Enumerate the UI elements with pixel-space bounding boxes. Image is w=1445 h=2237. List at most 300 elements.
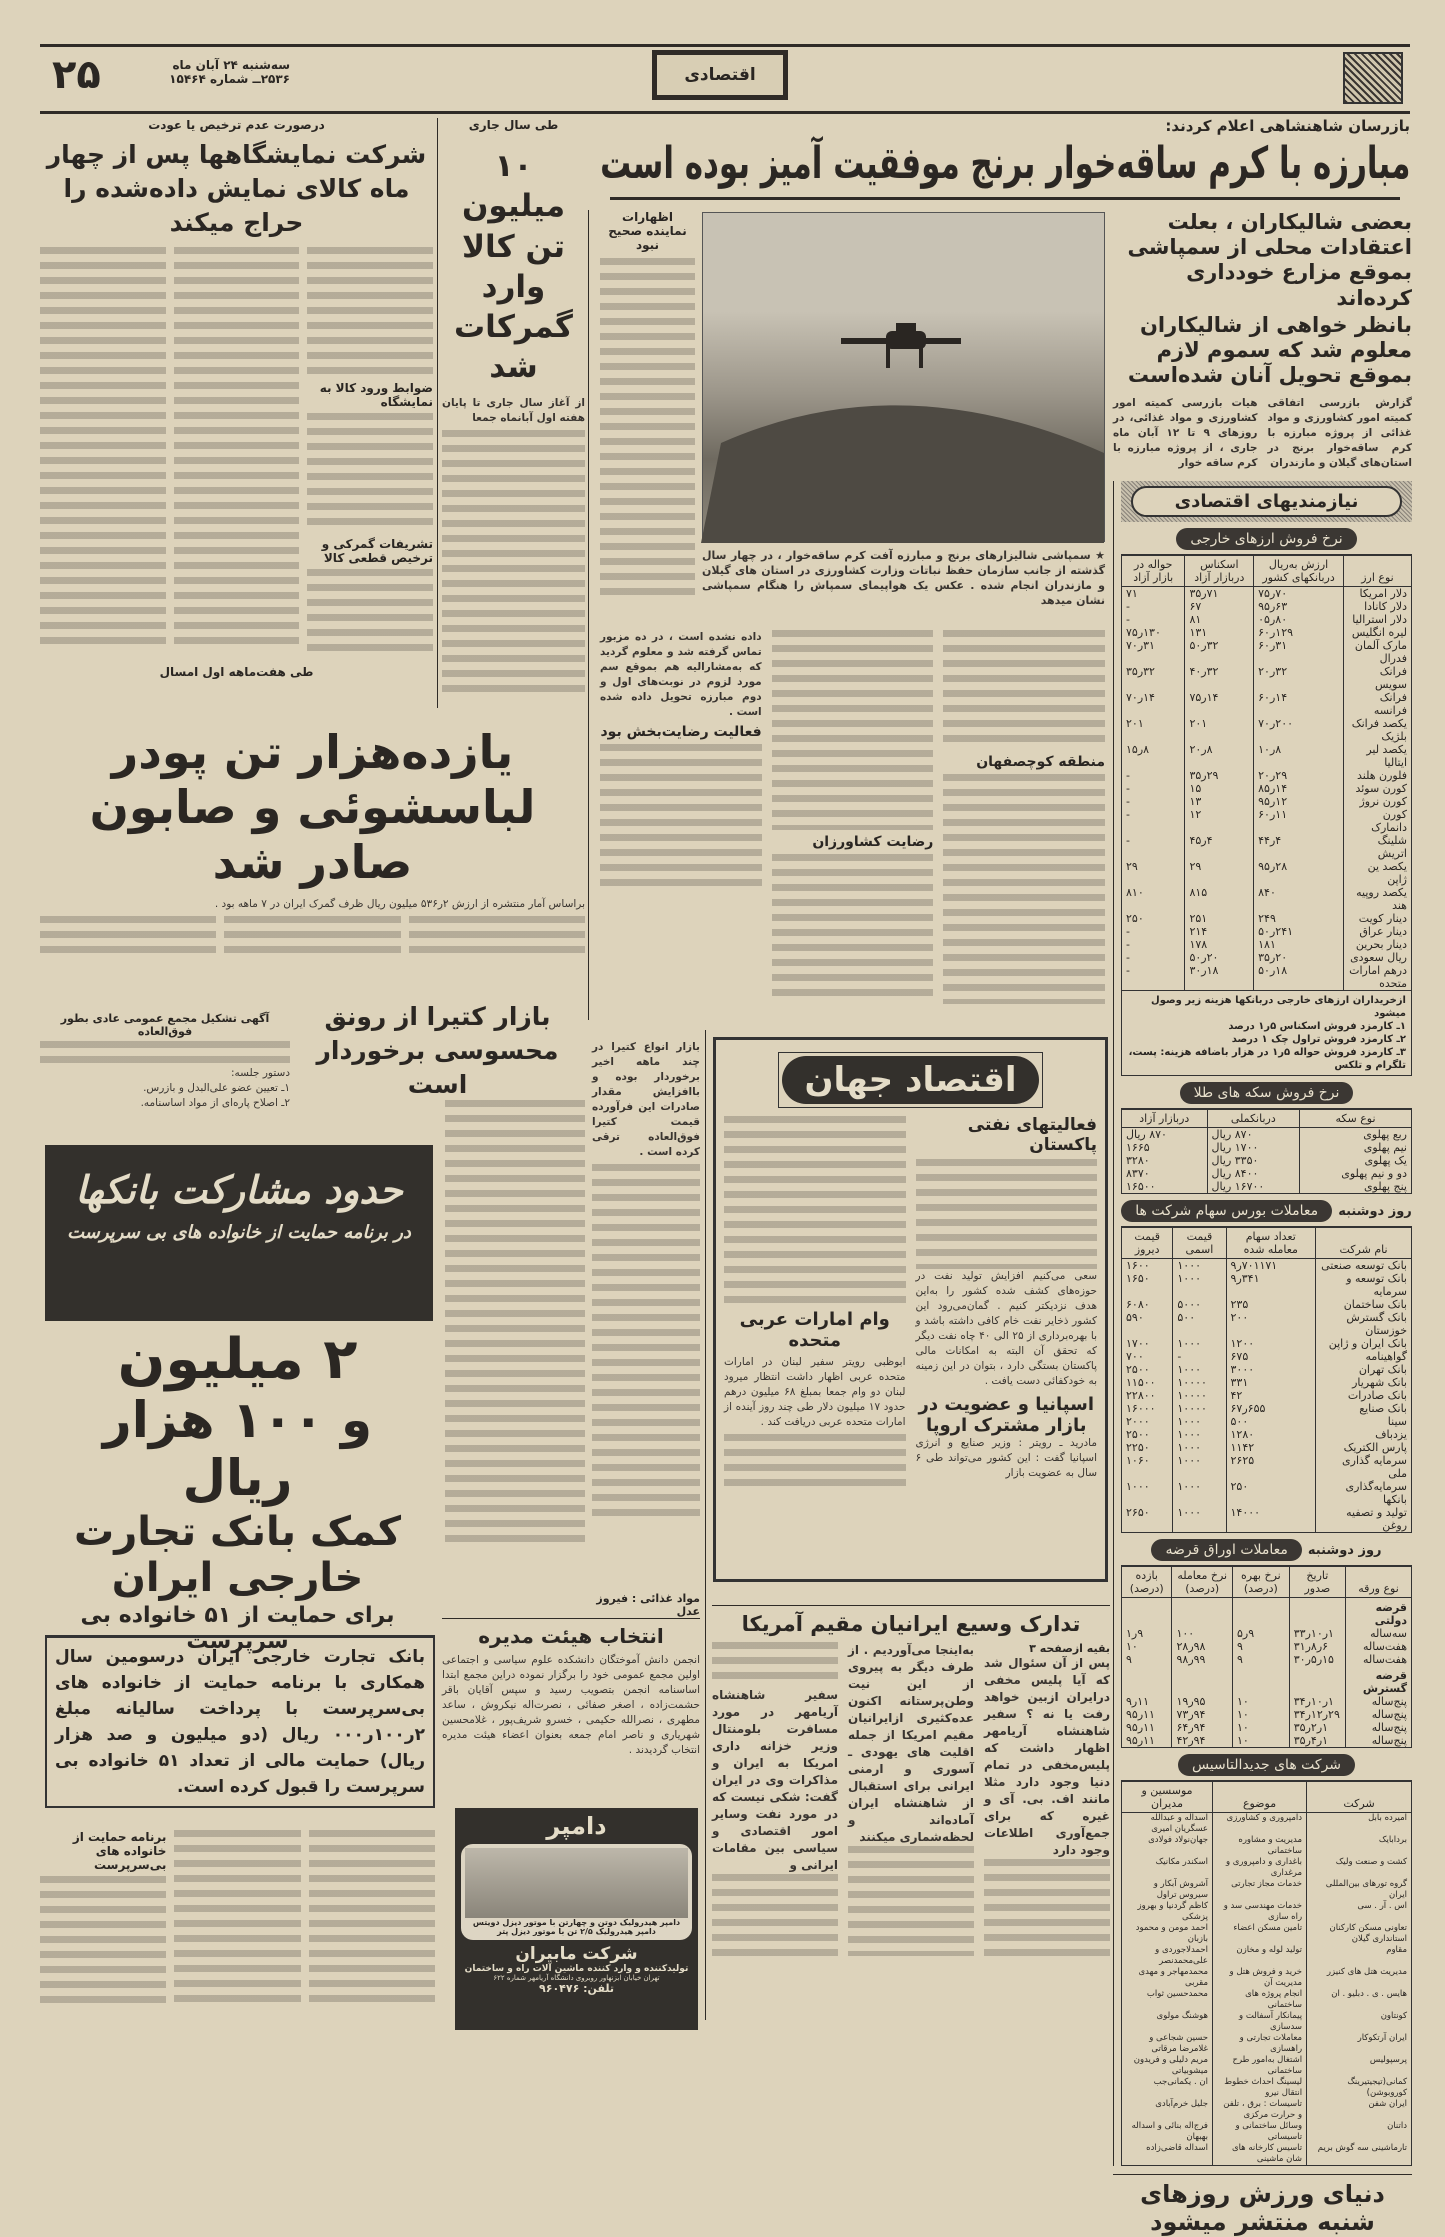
table-cell: جهان‌نولاد فولادی [1122, 1835, 1213, 1857]
table-row [1122, 1640, 1412, 1653]
exhibition-subhead: ضوابط ورود کالا به نمایشگاه [319, 381, 433, 410]
table-cell: ۱ر۱۰ر۳۴ [1289, 1695, 1345, 1708]
main-kicker: بازرسان شاهنشاهی اعلام کردند: [1165, 117, 1410, 135]
table-row [1122, 1272, 1412, 1298]
detergent-headline: یازده‌هزار تن پودر لباسشوئی و صابون صادر شد [89, 725, 536, 890]
table-cell: اسداله و عبدالله عسگریان امیری [1122, 1813, 1213, 1836]
notice-item: ۱ـ تعیین عضو علی‌البدل و بازرس. [143, 1082, 290, 1094]
main-subhead-2: بانظر خواهی از شالیکاران معلوم شد که سموم لازم بموقع تحویل آنان شده‌است [1127, 312, 1412, 388]
table-cell: پیمانکار آسفالت و سدسازی [1213, 2011, 1307, 2033]
page-number: ۲۵ [52, 52, 101, 98]
table-cell: ۸۱۰ [1122, 886, 1185, 912]
main-signature: مواد غذائی : فیروز عدل [596, 1592, 700, 1618]
table-cell: ۱۰۰۰ [1173, 1337, 1226, 1350]
table-cell: ۱۶۶۵ [1122, 1141, 1208, 1154]
dumper-ad [455, 1808, 698, 2030]
table-cell: ۲۵۰ [1122, 912, 1185, 925]
table-cell: ۴۲ [1226, 1389, 1316, 1402]
table-cell: ۲۸ر۹۵ [1254, 860, 1344, 886]
table-row [1122, 886, 1412, 912]
table-cell: درهم امارات متحده [1343, 964, 1411, 991]
table-cell: ۹۴ر۴۲ [1172, 1734, 1232, 1748]
table-row [1122, 938, 1412, 951]
table-cell: ۸۴۰ [1254, 886, 1344, 912]
katira-lead: بازار انواع کتیرا در چند ماهه اخیر برخوردار بوده و باافزایش مقدار صادرات این فرآورده قیمت کتیرا فوق‌العاده ترقی کرده است . [592, 1041, 700, 1158]
column-header: قیمت اسمی [1173, 1227, 1226, 1259]
table-cell: باغداری و دامپروری و مرغداری [1213, 1857, 1307, 1879]
table-cell: ۲۶۲۵ [1226, 1454, 1316, 1480]
bank-ad-amount: ۲ میلیون [117, 1327, 358, 1392]
table-cell: ۱۰۰۰ [1173, 1428, 1226, 1441]
table-cell: ۶۰۸۰ [1122, 1298, 1173, 1311]
logo [1343, 52, 1403, 104]
katira-headline: بازار کتیرا از رونق محسوسی برخوردار است [316, 1002, 559, 1099]
detergent-kicker: طی هفت‌ماهه اول امسال [159, 665, 314, 680]
table-row [1122, 1967, 1412, 1989]
table-cell: ریال سعودی [1343, 951, 1411, 964]
main-subhead: بعضی شالیکاران ، بعلت اعتقادات محلی از سمپاشی بموقع مزارع خودداری کرده‌اند [1127, 210, 1412, 310]
table-cell: هفت‌ساله [1345, 1653, 1411, 1666]
table-row [1122, 1945, 1412, 1967]
table-cell: جلیل خرم‌آبادی [1122, 2099, 1213, 2121]
table-cell: ۹۹ر۹۸ [1172, 1653, 1232, 1666]
table-cell: ۵۰۰۰ [1173, 1298, 1226, 1311]
table-cell: ۱ر۲ر۳۵ [1289, 1721, 1345, 1734]
table-row [1122, 2011, 1412, 2033]
table-cell: ۲۰۰ر۷۰ [1254, 717, 1344, 743]
table-cell: ۳۲ر۴۰ [1185, 665, 1254, 691]
table-cell: ایران شفن [1307, 2099, 1412, 2121]
dumper-address: تهران خیابان ابزنهاور روبروی دانشگاه آریامهر شماره ۶۲۲ [493, 1974, 660, 1982]
table-cell: ۵۰۰ [1173, 1311, 1226, 1337]
gold-title: نرخ فروش سکه های طلا [1180, 1082, 1354, 1104]
table-cell: ۹۴ر۷۳ [1172, 1708, 1232, 1721]
table-cell: ۱۳۱ [1185, 626, 1254, 639]
table-cell: ۲۴۹ [1254, 912, 1344, 925]
world-economy-banner: اقتصاد جهان [782, 1056, 1039, 1104]
table-cell: - [1122, 808, 1185, 834]
table-cell: آشروش آبکار و سیروس تراول [1122, 1879, 1213, 1901]
table-cell: ۱۴ر۷۵ [1185, 691, 1254, 717]
table-cell: ۱ر۴ر۳۵ [1289, 1734, 1345, 1748]
issue-line: ۲۵۳۶ــ شماره ۱۵۴۶۴ [169, 72, 290, 86]
table-cell: دو و نیم پهلوی [1300, 1167, 1412, 1180]
table-cell: محمدمهاجر و مهدی مقربی [1122, 1967, 1213, 1989]
table-cell: پنج‌ساله [1345, 1708, 1411, 1721]
table-row [1122, 1506, 1412, 1533]
column-header: حواله در بازار آزاد [1122, 555, 1185, 587]
table-cell: فرانک سویس [1343, 665, 1411, 691]
table-cell: دینار بحرین [1343, 938, 1411, 951]
table-cell: پنج‌ساله [1345, 1734, 1411, 1748]
table-cell: ۱۱۵۰۰ [1122, 1376, 1173, 1389]
stocks-table [1121, 1226, 1412, 1533]
table-cell: معاملات تجارتی و راهسازی [1213, 2033, 1307, 2055]
table-cell: پارس الکتریک [1316, 1441, 1412, 1454]
table-row [1122, 860, 1412, 886]
table-cell: بانک توسعه صنعتی [1316, 1259, 1412, 1273]
table-cell: ۲۰ر۳۵ [1254, 951, 1344, 964]
subsection-title: رضایت کشاورزان [812, 834, 934, 850]
table-cell: ۸ر۱۰ [1254, 743, 1344, 769]
table-cell: ۱۰۰۰ [1173, 1454, 1226, 1480]
table-cell: ۳۳۱ [1226, 1376, 1316, 1389]
table-cell: ۹۴ر۶۴ [1172, 1721, 1232, 1734]
table-cell: پنج پهلوی [1300, 1180, 1412, 1194]
table-cell: یک پهلوی [1300, 1154, 1412, 1167]
table-row [1122, 1454, 1412, 1480]
table-cell: ۸ر۱۵ [1122, 743, 1185, 769]
table-cell: - [1122, 600, 1185, 613]
table-cell: خرید و فروش هتل و مدیریت آن [1213, 1967, 1307, 1989]
table-cell: احمد مومن و محمود بازبان [1122, 1923, 1213, 1945]
table-cell: ۳۱ر۶۰ [1254, 639, 1344, 665]
table-row [1122, 1989, 1412, 2011]
spain-body: مادرید ـ رویتر : وزیر صنایع و انرژی اسپانیا گفت : این کشور می‌تواند طی ۶ سال به عضویت بازار [915, 1437, 1097, 1480]
table-cell: ۱۲۸۰ [1226, 1428, 1316, 1441]
table-cell: ۲۹ر۲۰ [1254, 769, 1344, 782]
import-headline: ۱۰ میلیون تن کالا وارد گمرکات شد [454, 148, 573, 386]
table-cell: ۸ر۲۰ [1185, 743, 1254, 769]
table-cell: پرسپولیس [1307, 2055, 1412, 2077]
table-cell: ۲۰ر۵۰ [1185, 951, 1254, 964]
world-economy-box [713, 1037, 1108, 1582]
table-cell: محمدحسین ثواب [1122, 1989, 1213, 2011]
table-cell: ۹ [1122, 1653, 1172, 1666]
table-cell: ۶۷ [1185, 600, 1254, 613]
pakistan-headline: فعالیتهای نفتی پاکستان [967, 1115, 1097, 1155]
table-cell: خدمات مجاز تجارتی [1213, 1879, 1307, 1901]
side-kicker: اظهارات نماینده صحیح نبود [608, 210, 687, 252]
table-row [1122, 2143, 1412, 2166]
dumper-phone: تلفن: ۹۶۰۴۷۶ [539, 1982, 614, 1995]
table-cell: ۲۵۰۰ [1122, 1363, 1173, 1376]
table-cell: بانک تهران [1316, 1363, 1412, 1376]
table-cell: ۱۰۰۰۰ [1173, 1376, 1226, 1389]
table-cell: کورن دانمارک [1343, 808, 1411, 834]
table-cell: ۱۰ [1232, 1708, 1289, 1721]
table-row [1122, 600, 1412, 613]
table-cell: ۲۴۱ر۵۰ [1254, 925, 1344, 938]
table-cell: فرج‌اله بنائی و اسداله بهبهان [1122, 2121, 1213, 2143]
table-cell: یکصد ین ژاپن [1343, 860, 1411, 886]
table-cell: - [1122, 938, 1185, 951]
table-row [1122, 1402, 1412, 1415]
table-cell: - [1173, 1350, 1226, 1363]
table-cell: حسین شجاعی و غلامرضا مرقاتی [1122, 2033, 1213, 2055]
table-cell: اسداله قاضی‌زاده [1122, 2143, 1213, 2166]
table-cell: نیم پهلوی [1300, 1141, 1412, 1154]
table-cell: کمانی(تیجیتیرینگ کوروبوشن) [1307, 2077, 1412, 2099]
crop-duster-photo [702, 212, 1105, 542]
table-cell: ۳۱ر۷۰ [1122, 639, 1185, 665]
bank-ad-box [45, 1145, 433, 1321]
column-header: دربانکملی [1207, 1109, 1299, 1128]
stocks-day: روز دوشنبه [1338, 1203, 1412, 1219]
table-row [1122, 639, 1412, 665]
column-header: موسسین و مدیران [1122, 1781, 1213, 1813]
table-cell: ۱۱ر۹۵ [1122, 1708, 1172, 1721]
table-row [1122, 925, 1412, 938]
table-cell: ۱۰ [1232, 1695, 1289, 1708]
table-cell: یکصد لیر ایتالیا [1343, 743, 1411, 769]
table-cell: ۲۹ر۱۲ر۳۴ [1289, 1708, 1345, 1721]
table-row [1122, 1415, 1412, 1428]
column-header: شرکت [1307, 1781, 1412, 1813]
table-cell: ۱۸ر۳۰ [1185, 964, 1254, 991]
table-cell: ۱۰۰۰۰ [1173, 1389, 1226, 1402]
table-cell: لیره انگلیس [1343, 626, 1411, 639]
table-row [1122, 2121, 1412, 2143]
table-cell: ۱۷۸ [1185, 938, 1254, 951]
table-cell: ۹ر۱ [1122, 1627, 1172, 1640]
bonds-day: روز دوشنبه [1307, 1542, 1382, 1558]
table-row [1122, 1708, 1412, 1721]
table-row [1122, 2055, 1412, 2077]
table-cell: ۱۰۰۰ [1173, 1415, 1226, 1428]
table-row [1122, 2077, 1412, 2099]
table-cell: ۸۱۵ [1185, 886, 1254, 912]
table-cell: ۱۰۶۰ [1122, 1454, 1173, 1480]
table-cell: ۲۱۴ [1185, 925, 1254, 938]
table-cell: ۲۶۵۰ [1122, 1506, 1173, 1533]
table-cell: ۱ر۱۰ر۳۳ [1289, 1627, 1345, 1640]
table-cell: تعاونی مسکن کارکنان استانداری گیلان [1307, 1923, 1412, 1945]
table-row [1122, 1857, 1412, 1879]
table-row [1122, 1376, 1412, 1389]
uae-body: ابوظبی رویتر سفیر لبنان در امارات متحده عربی اظهار داشت انتظار میرود لبنان دو وام جمعا بمبلغ ۶۸ میلیون درهم حدود ۱۷ میلیون دلار طی چند روز آینده از امارات متحده عربی دریافت کند . [724, 1356, 906, 1429]
table-cell: ۱۲ر۹۵ [1254, 795, 1344, 808]
column-header: دربازار آزاد [1122, 1109, 1208, 1128]
table-cell: مدیریت و مشاوره ساختمانی [1213, 1835, 1307, 1857]
table-row [1122, 665, 1412, 691]
import-kicker: طی سال جاری [468, 118, 559, 132]
table-cell: ۱۴ر۶۰ [1254, 691, 1344, 717]
table-cell: یکصد فرانک بلژیک [1343, 717, 1411, 743]
table-row [1122, 743, 1412, 769]
table-cell: ۹ [1232, 1653, 1289, 1666]
table-row [1122, 1813, 1412, 1836]
table-row [1122, 1167, 1412, 1180]
table-row [1122, 1389, 1412, 1402]
table-row [1122, 1480, 1412, 1506]
subsection-title: منطقه کوچصفهان [976, 754, 1105, 770]
table-cell: ۷۰۱۱۷۱ر۹ [1226, 1259, 1316, 1273]
table-cell: ۲۲۸۰۰ [1122, 1389, 1173, 1402]
table-cell: ۲۹ [1122, 860, 1185, 886]
table-cell: ۱۷۰۰ [1122, 1337, 1173, 1350]
table-cell: دلار استرالیا [1343, 613, 1411, 626]
iranians-body: پس از آن سئوال شد که آیا پلیس مخفی درایران ازبین خواهد رفت یا نه ؟ سفیر شاهنشاه آریامهر اظهار داشت که پلیس‌مخفی در تمام دنیا وجود دارد مثلا مانند اف. بی. آی و غیره که برای جمع‌آوری اطلاعات وجود دارد [984, 1656, 1110, 1858]
table-row [1122, 1350, 1412, 1363]
table-row [1122, 1128, 1412, 1142]
table-cell: مارک آلمان فدرال [1343, 639, 1411, 665]
column-header: موضوع [1213, 1781, 1307, 1813]
currency-title: نرخ فروش ارزهای خارجی [1176, 528, 1356, 550]
table-cell: شلینگ اتریش [1343, 834, 1411, 860]
table-cell: ۸۷۰ ریال [1122, 1128, 1208, 1142]
table-row [1122, 1298, 1412, 1311]
table-cell: خدمات مهندسی سد و راه سازی [1213, 1901, 1307, 1923]
table-cell: دامپروری و کشاورزی [1213, 1813, 1307, 1836]
table-cell: سه‌ساله [1345, 1627, 1411, 1640]
lead-left: هیات بازرسی کمیته امور کشاورزی و مواد غذائی، در روزهای ۹ تا ۱۲ آبان ماه جاری ، از پروژه مبارزه با کرم ساقه خوار [1113, 397, 1258, 470]
bonds-table [1121, 1565, 1412, 1748]
table-cell: ۱۰۰۰ [1173, 1363, 1226, 1376]
table-cell: - [1122, 834, 1185, 860]
table-cell: مدیریت هتل های کنیزر [1307, 1967, 1412, 1989]
table-cell: ۹ر۵ [1232, 1627, 1289, 1640]
table-cell: ۱۰۰ [1172, 1627, 1232, 1640]
table-cell: بانک صنایع [1316, 1402, 1412, 1415]
dumper-tagline: تولیدکننده و وارد کننده ماشین آلات راه و ساختمان [464, 1964, 689, 1974]
table-cell: بانک شهریار [1316, 1376, 1412, 1389]
dumper-line: دامپر هیدرولیک ۲/۵ تن با موتور دیزل پتر [497, 1927, 656, 1936]
table-cell: ۱۶۰۰ [1122, 1259, 1173, 1273]
notice-title: آگهی تشکیل مجمع عمومی عادی بطور فوق‌العاده [60, 1012, 270, 1038]
table-row [1122, 1721, 1412, 1734]
dumper-company: شرکت مابیران [515, 1944, 638, 1964]
new-companies-title: شرکت های جدیدالتاسیس [1178, 1754, 1355, 1776]
table-cell: دلار امریکا [1343, 587, 1411, 601]
subsection-title: فعالیت رضایت‌بخش بود [600, 724, 762, 740]
table-cell: ۷۰ر۷۵ [1254, 587, 1344, 601]
table-cell: ۱۳۰ر۷۵ [1122, 626, 1185, 639]
currency-note: ۳ـ کارمزد فروش حواله ۵ر۱ در هزار باضافه هزینه: پست، تلگرام و تلکس [1128, 1047, 1406, 1072]
table-cell: تولید و تصفیه روغن [1316, 1506, 1412, 1533]
table-cell: دینار عراق [1343, 925, 1411, 938]
table-cell: ۱۰ [1122, 1640, 1172, 1653]
econ-needs-banner [1121, 481, 1412, 522]
table-cell: مریم دلیلی و فریدون میشوبیاتی [1122, 2055, 1213, 2077]
table-row [1122, 1337, 1412, 1350]
table-cell: تاسیس کارخانه های شان ماشینی [1213, 2143, 1307, 2166]
table-cell: ۶۵۵ر۶۷ [1226, 1402, 1316, 1415]
table-cell: ۲۵۱ [1185, 912, 1254, 925]
currency-table [1121, 554, 1412, 991]
table-cell: ۳۲ر۵۰ [1185, 639, 1254, 665]
table-cell: هایس . ی . دبلیو . ان [1307, 1989, 1412, 2011]
table-cell: ۲۹ [1185, 860, 1254, 886]
table-cell: ۲۰۰ [1226, 1311, 1316, 1337]
date-line: سه‌شنبه ۲۴ آبان ماه [172, 58, 290, 72]
table-row [1122, 1180, 1412, 1194]
table-row [1122, 808, 1412, 834]
table-cell: ۱۱۴۲ [1226, 1441, 1316, 1454]
table-cell: ان . یکمانی‌جب [1122, 2077, 1213, 2099]
table-cell: ۱۱ر۹ [1122, 1695, 1172, 1708]
notice-item: ۲ـ اصلاح پاره‌ای از مواد اساسنامه. [140, 1097, 290, 1109]
table-cell: کونتاون [1307, 2011, 1412, 2033]
currency-note: ۲ـ کارمزد فروش تراول چک ۱ درصد [1231, 1034, 1406, 1046]
table-row [1122, 951, 1412, 964]
table-cell: کورن سوئد [1343, 782, 1411, 795]
sports-notice: شنبه منتشر میشود [1150, 2207, 1375, 2236]
main-subhead-block [1113, 210, 1412, 471]
table-cell: بانک ایران و ژاپن [1316, 1337, 1412, 1350]
body-snippet: داده نشده است ، در ده مزبور تماس گرفته شد و معلوم گردید که به‌مشارالیه هم بموقع سم مورد لزوم در نوبت‌های اول و دوم مبارزه تحویل داده شده است . [599, 631, 762, 718]
table-cell: یکصد روپیه هند [1343, 886, 1411, 912]
table-row [1122, 964, 1412, 991]
bank-ad-line: خارجی ایران [111, 1555, 364, 1602]
table-cell: ۲۰۱ [1185, 717, 1254, 743]
table-cell: ۹۵ر۱۹ [1172, 1695, 1232, 1708]
table-cell: ۱۵ [1185, 782, 1254, 795]
table-cell: ۱۰۰۰ [1173, 1272, 1226, 1298]
table-cell: ۳۳۵۰ ریال [1207, 1154, 1299, 1167]
table-cell: امیرده بابل [1307, 1813, 1412, 1836]
column-header: نرخ بهره (درصد) [1232, 1566, 1289, 1598]
table-cell: گواهینامه [1316, 1350, 1412, 1363]
table-cell: کاظم گردنیا و بهروز پزشکی [1122, 1901, 1213, 1923]
table-cell: تولید لوله و مخازن [1213, 1945, 1307, 1967]
table-row [1122, 1695, 1412, 1708]
table-cell: هفت‌ساله [1345, 1640, 1411, 1653]
table-cell: ۲۰۱ [1122, 717, 1185, 743]
column-header: نوع سکه [1300, 1109, 1412, 1128]
table-cell: ۴ر۴۵ [1185, 834, 1254, 860]
table-cell: ۱۲ [1185, 808, 1254, 834]
table-cell: فلورن هلند [1343, 769, 1411, 782]
table-cell: - [1122, 769, 1185, 782]
table-cell: اشتغال به‌امور طرح ساختمانی [1213, 2055, 1307, 2077]
table-cell: دلار کانادا [1343, 600, 1411, 613]
table-cell: پنج‌ساله [1345, 1721, 1411, 1734]
table-cell: ربع پهلوی [1300, 1128, 1412, 1142]
table-row [1122, 912, 1412, 925]
table-cell: گروه تورهای بین‌المللی ایران [1307, 1879, 1412, 1901]
table-cell: فرانک فرانسه [1343, 691, 1411, 717]
table-cell: ۱۱ر۶۰ [1254, 808, 1344, 834]
table-row [1122, 717, 1412, 743]
table-cell: یزدباف [1316, 1428, 1412, 1441]
table-cell: ۱۲۹ر۶۰ [1254, 626, 1344, 639]
notice-agenda: دستور جلسه: [231, 1067, 290, 1079]
table-row [1122, 769, 1412, 782]
table-row [1122, 613, 1412, 626]
table-row [1122, 626, 1412, 639]
bonds-title: معاملات اوراق قرضه [1151, 1539, 1301, 1561]
table-row [1122, 795, 1412, 808]
table-cell: ۱۶۷۰۰ ریال [1207, 1180, 1299, 1194]
table-cell: - [1122, 613, 1185, 626]
table-row [1122, 1653, 1412, 1666]
table-cell: بردابایک [1307, 1835, 1412, 1857]
table-cell: بانک توسعه و سرمایه [1316, 1272, 1412, 1298]
table-cell: ۶۷۵ [1226, 1350, 1316, 1363]
table-cell: ۷۱ [1122, 587, 1185, 601]
table-cell: ۱۱ر۹۵ [1122, 1734, 1172, 1748]
table-cell: ۲۰۰۰ [1122, 1415, 1173, 1428]
table-cell: بانک ساختمان [1316, 1298, 1412, 1311]
table-cell: ۷۰۰ [1122, 1350, 1173, 1363]
currency-note: ازخریداران ارزهای خارجی دربانکها هزینه زیر وصول میشود [1151, 995, 1406, 1020]
table-cell: ۳۲ر۳۵ [1122, 665, 1185, 691]
exhibition-headline: شرکت نمایشگاهها پس از چهار ماه کالای نمایش داده‌شده را حراج میکند [46, 140, 427, 237]
table-cell: ۶۳ر۹۵ [1254, 600, 1344, 613]
table-cell: ۱۰۰۰۰ [1173, 1402, 1226, 1415]
table-cell: ۱۰ [1232, 1734, 1289, 1748]
table-cell: بانک صادرات [1316, 1389, 1412, 1402]
table-cell: پنج‌ساله [1345, 1695, 1411, 1708]
table-cell: ۱۰۰۰ [1173, 1480, 1226, 1506]
table-cell: بانک گسترش خوزستان [1316, 1311, 1412, 1337]
bank-ad-amount: و ۱۰۰ هزار ریال [102, 1391, 373, 1507]
table-cell: ۱۶۵۰ [1122, 1272, 1173, 1298]
table-cell: ۱۰۰۰ [1122, 1480, 1173, 1506]
table-cell: انجام پروژه های ساختمانی [1213, 1989, 1307, 2011]
table-cell: - [1122, 951, 1185, 964]
